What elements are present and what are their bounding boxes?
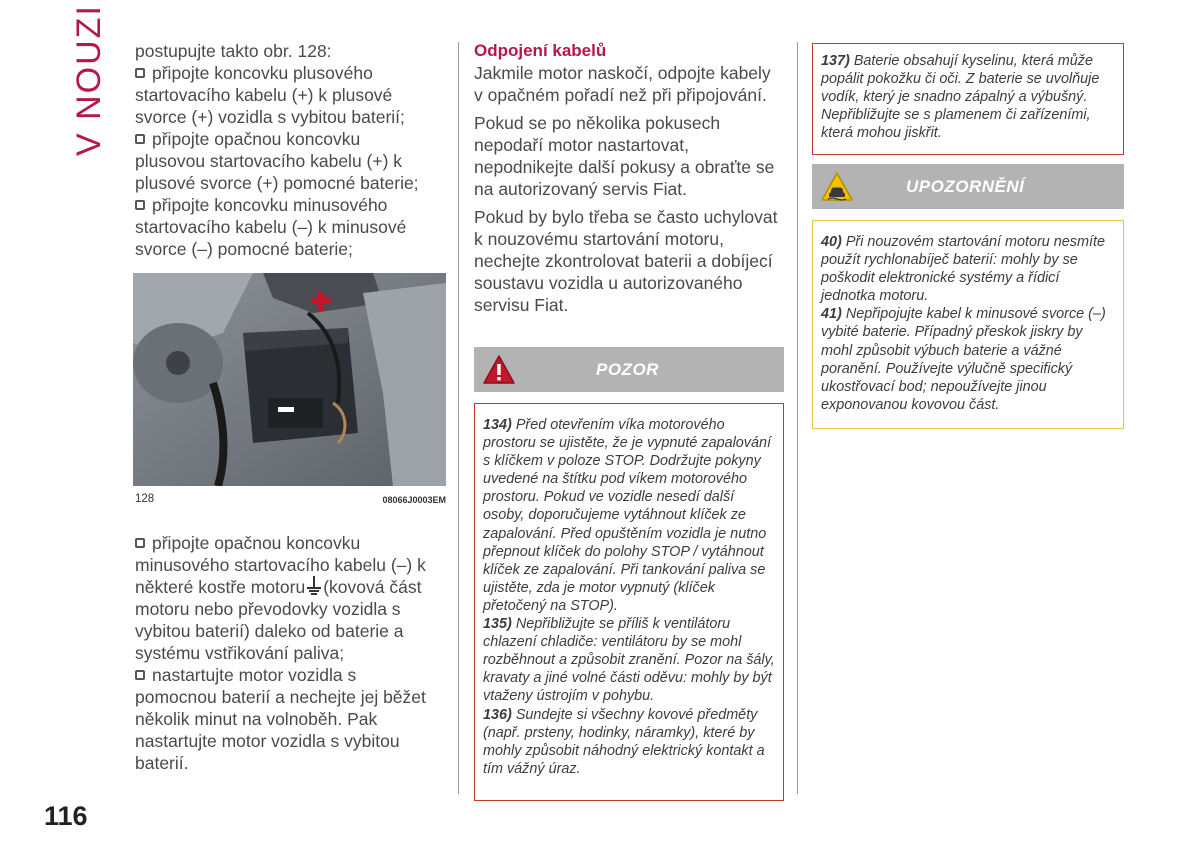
column-1-bottom [135, 532, 435, 774]
section-tab-label: V NOUZI [70, 4, 108, 156]
ground-symbol-icon [307, 576, 321, 596]
warning-note-box [812, 43, 1124, 155]
caution-header [812, 164, 1124, 209]
paragraph: Pokud by bylo třeba se často uchylovat k nouzovému startování motoru, nechejte zkontrolovat baterii a dobíjecí soustavu vozidla u autorizovaného servisu Fiat. [474, 207, 778, 315]
paragraph: Pokud se po několika pokusech nepodaří motor nastartovat, nepodnikejte další pokusy a obraťte se na autorizovaný servis Fiat. [474, 113, 775, 199]
warning-notes-box [474, 403, 784, 801]
column-2 [474, 40, 784, 316]
step-item: připojte koncovku minusového startovacího kabelu (–) k minusové svorce (–) pomocné baterie; [135, 195, 407, 259]
checkbox-bullet-icon [135, 200, 145, 210]
step-item: připojte opačnou koncovku minusového startovacího kabelu (–) k některé kostře motoru (kovová část motoru nebo převodovky vozidla s vybitou baterií) daleko od baterie a systému vstřikování paliva; [135, 533, 426, 663]
note-item: 40) Při nouzovém startování motoru nesmíte použít rychlonabíječ baterií: mohly by se poškodit elektronické systémy a řídicí jednotka motoru. [821, 234, 1105, 305]
column-divider [458, 42, 459, 794]
checkbox-bullet-icon [135, 670, 145, 680]
note-item: 135) Nepřibližujte se příliš k ventilátoru chlazení chladiče: ventilátoru by se mohl rozběhnout a způsobit zranění. Pozor na šály, kravaty a jiné volné části oděvu: mohly by být vtaženy ústrojím v pohybu. [483, 616, 775, 705]
checkbox-bullet-icon [135, 538, 145, 548]
warning-label: POZOR [596, 360, 659, 379]
page-number: 116 [44, 801, 88, 831]
checkbox-bullet-icon [135, 68, 145, 78]
paragraph: Jakmile motor naskočí, odpojte kabely v opačném pořadí než při připojování. [474, 63, 771, 105]
note-item: 136) Sundejte si všechny kovové předměty (např. prsteny, hodinky, náramky), které by mohly způsobit náhodný elektrický kontakt a tím vážný úraz. [483, 706, 765, 777]
figure-number: 128 [135, 493, 155, 505]
column-divider [797, 42, 798, 794]
section-heading: Odpojení kabelů [474, 41, 607, 60]
intro-text: postupujte takto obr. 128: [135, 41, 332, 61]
engine-bay-illustration [133, 273, 446, 486]
step-item: připojte koncovku plusového startovacího kabelu (+) k plusové svorce (+) vozidla s vybitou baterií; [135, 63, 405, 127]
car-caution-icon [820, 170, 854, 204]
note-item: 41) Nepřipojujte kabel k minusové svorce (–) vybité baterie. Případný přeskok jiskry by mohl způsobit výbuch baterie a vážné poranění. Používejte výlučně specifický ukostřovací bod; nepoužívejte jinou exponovanou kovovou část. [821, 306, 1106, 413]
note-item: 134) Před otevřením víka motorového prostoru se ujistěte, že je vypnuté zapalování s klíčkem v poloze STOP. Dodržujte pokyny uvedené na štítku pod víkem motorového prostoru. Pokud ve vozidle nesedí další osoby, doporučujeme vytáhnout klíček ze zapalování. Před opuštěním vozidla je nutno přepnout klíček do polohy STOP / vytáhnout klíček ze zapalování. Při tankování paliva se ujistěte, zda je motor vypnutý (klíček přetočený na STOP). [483, 417, 771, 614]
note-item: 137) Baterie obsahují kyselinu, která může popálit pokožku či oči. Z baterie se uvolňuje vodík, který je snadno zápalný a výbušný. Nepřibližujte se s plamenem či zařízeními, která mohou jiskřit. [821, 53, 1100, 142]
section-tab [58, 4, 108, 160]
caution-label: UPOZORNĚNÍ [906, 177, 1025, 196]
battery-photo [133, 273, 446, 486]
caution-notes-box [812, 220, 1124, 429]
step-item: připojte opačnou koncovku plusovou startovacího kabelu (+) k plusové svorce (+) pomocné baterie; [135, 129, 419, 193]
figure-code: 08066J0003EM [382, 495, 446, 505]
checkbox-bullet-icon [135, 134, 145, 144]
warning-header [474, 347, 784, 392]
step-item: nastartujte motor vozidla s pomocnou baterií a nechejte jej běžet několik minut na volnoběh. Pak nastartujte motor vozidla s vybitou baterií. [135, 665, 426, 773]
column-1-top [135, 40, 435, 260]
warning-triangle-icon [482, 353, 516, 387]
